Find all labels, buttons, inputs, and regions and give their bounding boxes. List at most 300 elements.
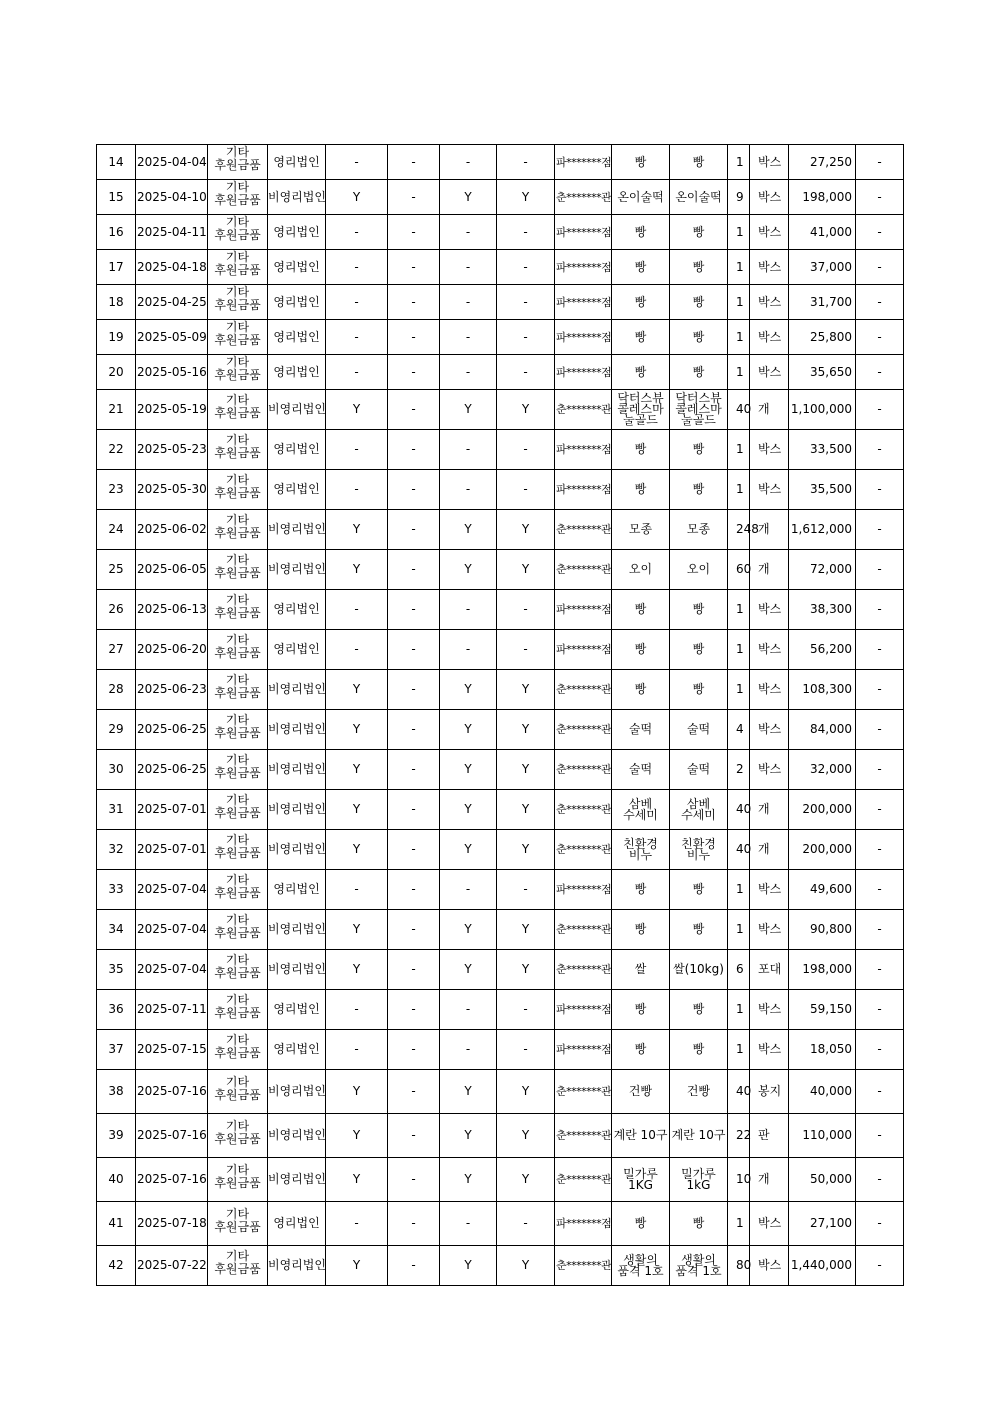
donor-name: 파*******점 xyxy=(555,990,612,1030)
kind-line-2: 후원금품 xyxy=(214,525,261,540)
check-col-1: Y xyxy=(326,1114,388,1158)
item-detail: 빵 xyxy=(670,430,728,470)
kind-line-1: 기타 xyxy=(225,552,250,567)
item-name: 밀가루 1KG xyxy=(612,1158,670,1202)
corporation-type: 비영리법인 xyxy=(268,550,326,590)
table-row xyxy=(97,590,904,630)
item-name: 온이술떡 xyxy=(612,180,670,215)
item-name: 삼베 수세미 xyxy=(612,790,670,830)
donation-date: 2025-06-13 xyxy=(136,590,208,630)
check-col-1: Y xyxy=(326,180,388,215)
quantity: 1 xyxy=(728,630,750,670)
item-detail: 빵 xyxy=(670,630,728,670)
row-number: 31 xyxy=(97,790,136,830)
item-name: 닥터스뷰 콜레스마 눌골드 xyxy=(612,390,670,430)
unit: 개 xyxy=(750,550,789,590)
donor-name: 춘*******관 xyxy=(555,1070,612,1114)
row-number: 29 xyxy=(97,710,136,750)
item-name: 빵 xyxy=(612,470,670,510)
amount: 56,200 xyxy=(789,630,856,670)
table-row xyxy=(97,910,904,950)
kind-line-1: 기타 xyxy=(225,285,250,299)
check-col-2: - xyxy=(388,630,440,670)
kind-line-1: 기타 xyxy=(225,180,250,194)
row-number: 25 xyxy=(97,550,136,590)
donation-date: 2025-07-04 xyxy=(136,950,208,990)
corporation-type: 비영리법인 xyxy=(268,830,326,870)
table-row xyxy=(97,790,904,830)
note: - xyxy=(856,870,904,910)
item-detail: 온이술떡 xyxy=(670,180,728,215)
donation-date: 2025-07-16 xyxy=(136,1158,208,1202)
table-row xyxy=(97,670,904,710)
donation-date: 2025-07-11 xyxy=(136,990,208,1030)
donation-date: 2025-04-25 xyxy=(136,285,208,320)
table-row xyxy=(97,1114,904,1158)
donation-kind xyxy=(208,790,268,830)
table-row xyxy=(97,1246,904,1286)
check-col-1: - xyxy=(326,630,388,670)
kind-line-2: 후원금품 xyxy=(214,1045,261,1060)
donation-kind xyxy=(208,470,268,510)
check-col-3: - xyxy=(440,320,497,355)
row-number: 20 xyxy=(97,355,136,390)
check-col-3: Y xyxy=(440,790,497,830)
item-name: 술떡 xyxy=(612,710,670,750)
kind-line-2: 후원금품 xyxy=(214,485,261,500)
kind-line-2: 후원금품 xyxy=(214,725,261,740)
check-col-3: Y xyxy=(440,950,497,990)
unit: 박스 xyxy=(750,670,789,710)
quantity: 40 xyxy=(728,790,750,830)
unit: 판 xyxy=(750,1114,789,1158)
note: - xyxy=(856,830,904,870)
row-number: 34 xyxy=(97,910,136,950)
unit: 박스 xyxy=(750,1246,789,1286)
check-col-1: Y xyxy=(326,790,388,830)
kind-line-1: 기타 xyxy=(225,512,250,527)
quantity: 22 xyxy=(728,1114,750,1158)
quantity: 1 xyxy=(728,320,750,355)
corporation-type: 비영리법인 xyxy=(268,950,326,990)
donor-name: 파*******점 xyxy=(555,870,612,910)
item-name: 빵 xyxy=(612,430,670,470)
check-col-2: - xyxy=(388,750,440,790)
check-col-3: Y xyxy=(440,670,497,710)
row-number: 35 xyxy=(97,950,136,990)
donor-name: 파*******점 xyxy=(555,355,612,390)
corporation-type: 비영리법인 xyxy=(268,670,326,710)
unit: 박스 xyxy=(750,630,789,670)
check-col-3: - xyxy=(440,355,497,390)
donation-kind xyxy=(208,1202,268,1246)
check-col-4: Y xyxy=(497,510,555,550)
table-row xyxy=(97,145,904,180)
item-name: 빵 xyxy=(612,910,670,950)
item-detail: 빵 xyxy=(670,355,728,390)
table-row xyxy=(97,870,904,910)
note: - xyxy=(856,180,904,215)
kind-line-2: 후원금품 xyxy=(214,885,261,900)
check-col-1: - xyxy=(326,215,388,250)
check-col-1: - xyxy=(326,990,388,1030)
donation-date: 2025-07-16 xyxy=(136,1114,208,1158)
corporation-type: 영리법인 xyxy=(268,250,326,285)
unit: 개 xyxy=(750,1158,789,1202)
donation-table xyxy=(96,144,904,1286)
check-col-3: - xyxy=(440,630,497,670)
donor-name: 파*******점 xyxy=(555,470,612,510)
quantity: 9 xyxy=(728,180,750,215)
quantity: 40 xyxy=(728,830,750,870)
check-col-1: Y xyxy=(326,1070,388,1114)
quantity: 248 xyxy=(728,510,750,550)
table-row xyxy=(97,355,904,390)
unit: 개 xyxy=(750,510,789,550)
check-col-2: - xyxy=(388,1202,440,1246)
note: - xyxy=(856,1030,904,1070)
note: - xyxy=(856,285,904,320)
kind-line-1: 기타 xyxy=(225,872,250,887)
check-col-2: - xyxy=(388,1030,440,1070)
table-row xyxy=(97,630,904,670)
check-col-1: Y xyxy=(326,910,388,950)
item-detail: 모종 xyxy=(670,510,728,550)
check-col-4: Y xyxy=(497,550,555,590)
kind-line-2: 후원금품 xyxy=(214,565,261,580)
kind-line-2: 후원금품 xyxy=(214,1261,261,1276)
check-col-4: - xyxy=(497,250,555,285)
check-col-4: - xyxy=(497,870,555,910)
check-col-4: - xyxy=(497,1202,555,1246)
item-detail: 빵 xyxy=(670,250,728,285)
corporation-type: 비영리법인 xyxy=(268,1114,326,1158)
kind-line-1: 기타 xyxy=(225,250,250,264)
check-col-4: - xyxy=(497,430,555,470)
check-col-2: - xyxy=(388,990,440,1030)
check-col-4: - xyxy=(497,630,555,670)
donation-date: 2025-07-01 xyxy=(136,790,208,830)
quantity: 1 xyxy=(728,1030,750,1070)
amount: 18,050 xyxy=(789,1030,856,1070)
quantity: 1 xyxy=(728,355,750,390)
check-col-2: - xyxy=(388,355,440,390)
check-col-4: Y xyxy=(497,950,555,990)
check-col-1: - xyxy=(326,320,388,355)
kind-line-2: 후원금품 xyxy=(214,645,261,660)
item-detail: 술떡 xyxy=(670,710,728,750)
item-detail: 생활의 품격 1호 xyxy=(670,1246,728,1286)
check-col-2: - xyxy=(388,910,440,950)
check-col-2: - xyxy=(388,250,440,285)
amount: 31,700 xyxy=(789,285,856,320)
note: - xyxy=(856,510,904,550)
kind-line-1: 기타 xyxy=(225,752,250,767)
check-col-2: - xyxy=(388,1114,440,1158)
check-col-1: Y xyxy=(326,750,388,790)
note: - xyxy=(856,355,904,390)
item-name: 술떡 xyxy=(612,750,670,790)
donor-name: 파*******점 xyxy=(555,590,612,630)
quantity: 1 xyxy=(728,870,750,910)
kind-line-1: 기타 xyxy=(225,1248,250,1263)
amount: 41,000 xyxy=(789,215,856,250)
donation-kind xyxy=(208,910,268,950)
kind-line-1: 기타 xyxy=(225,472,250,487)
donation-kind xyxy=(208,830,268,870)
donation-kind xyxy=(208,550,268,590)
check-col-4: - xyxy=(497,590,555,630)
row-number: 36 xyxy=(97,990,136,1030)
kind-line-1: 기타 xyxy=(225,1118,250,1133)
check-col-2: - xyxy=(388,390,440,430)
donation-date: 2025-06-20 xyxy=(136,630,208,670)
corporation-type: 영리법인 xyxy=(268,430,326,470)
note: - xyxy=(856,710,904,750)
donation-kind xyxy=(208,870,268,910)
kind-line-1: 기타 xyxy=(225,355,250,369)
row-number: 26 xyxy=(97,590,136,630)
check-col-4: - xyxy=(497,1030,555,1070)
row-number: 21 xyxy=(97,390,136,430)
unit: 박스 xyxy=(750,180,789,215)
corporation-type: 영리법인 xyxy=(268,320,326,355)
item-name: 빵 xyxy=(612,145,670,180)
kind-line-2: 후원금품 xyxy=(214,805,261,820)
corporation-type: 비영리법인 xyxy=(268,510,326,550)
note: - xyxy=(856,1158,904,1202)
donation-date: 2025-07-04 xyxy=(136,870,208,910)
amount: 200,000 xyxy=(789,830,856,870)
check-col-1: Y xyxy=(326,550,388,590)
donation-date: 2025-07-15 xyxy=(136,1030,208,1070)
note: - xyxy=(856,550,904,590)
donor-name: 파*******점 xyxy=(555,320,612,355)
item-name: 빵 xyxy=(612,670,670,710)
table-row xyxy=(97,830,904,870)
amount: 1,100,000 xyxy=(789,390,856,430)
note: - xyxy=(856,1202,904,1246)
check-col-3: - xyxy=(440,430,497,470)
donation-kind xyxy=(208,750,268,790)
unit: 박스 xyxy=(750,215,789,250)
check-col-2: - xyxy=(388,470,440,510)
corporation-type: 영리법인 xyxy=(268,590,326,630)
check-col-3: - xyxy=(440,215,497,250)
donation-kind xyxy=(208,510,268,550)
amount: 59,150 xyxy=(789,990,856,1030)
amount: 32,000 xyxy=(789,750,856,790)
kind-line-1: 기타 xyxy=(225,672,250,687)
table-row xyxy=(97,710,904,750)
quantity: 2 xyxy=(728,750,750,790)
item-name: 생활의 품격 1호 xyxy=(612,1246,670,1286)
amount: 50,000 xyxy=(789,1158,856,1202)
table-row xyxy=(97,430,904,470)
donor-name: 파*******점 xyxy=(555,250,612,285)
row-number: 22 xyxy=(97,430,136,470)
corporation-type: 비영리법인 xyxy=(268,710,326,750)
amount: 27,100 xyxy=(789,1202,856,1246)
item-detail: 빵 xyxy=(670,215,728,250)
item-name: 빵 xyxy=(612,990,670,1030)
amount: 200,000 xyxy=(789,790,856,830)
check-col-1: - xyxy=(326,145,388,180)
table-row xyxy=(97,390,904,430)
check-col-3: Y xyxy=(440,710,497,750)
donation-kind xyxy=(208,215,268,250)
item-detail: 빵 xyxy=(670,990,728,1030)
quantity: 1 xyxy=(728,250,750,285)
check-col-2: - xyxy=(388,670,440,710)
donation-kind xyxy=(208,710,268,750)
kind-line-2: 후원금품 xyxy=(214,925,261,940)
check-col-1: Y xyxy=(326,510,388,550)
table-row xyxy=(97,1202,904,1246)
donation-kind xyxy=(208,430,268,470)
table-row xyxy=(97,1158,904,1202)
donation-date: 2025-05-16 xyxy=(136,355,208,390)
item-detail: 건빵 xyxy=(670,1070,728,1114)
donation-date: 2025-05-09 xyxy=(136,320,208,355)
row-number: 14 xyxy=(97,145,136,180)
item-detail: 계란 10구 xyxy=(670,1114,728,1158)
quantity: 60 xyxy=(728,550,750,590)
kind-line-1: 기타 xyxy=(225,712,250,727)
kind-line-2: 후원금품 xyxy=(214,368,261,382)
kind-line-1: 기타 xyxy=(225,320,250,334)
row-number: 15 xyxy=(97,180,136,215)
row-number: 17 xyxy=(97,250,136,285)
table-row xyxy=(97,180,904,215)
check-col-1: - xyxy=(326,430,388,470)
check-col-1: Y xyxy=(326,390,388,430)
check-col-2: - xyxy=(388,550,440,590)
quantity: 1 xyxy=(728,910,750,950)
kind-line-1: 기타 xyxy=(225,1074,250,1089)
amount: 90,800 xyxy=(789,910,856,950)
check-col-4: - xyxy=(497,215,555,250)
item-detail: 빵 xyxy=(670,1202,728,1246)
row-number: 30 xyxy=(97,750,136,790)
corporation-type: 비영리법인 xyxy=(268,910,326,950)
kind-line-2: 후원금품 xyxy=(214,685,261,700)
check-col-2: - xyxy=(388,710,440,750)
row-number: 19 xyxy=(97,320,136,355)
kind-line-1: 기타 xyxy=(225,912,250,927)
row-number: 37 xyxy=(97,1030,136,1070)
item-name: 빵 xyxy=(612,215,670,250)
row-number: 28 xyxy=(97,670,136,710)
check-col-1: - xyxy=(326,1202,388,1246)
table-row xyxy=(97,320,904,355)
corporation-type: 영리법인 xyxy=(268,355,326,390)
row-number: 27 xyxy=(97,630,136,670)
kind-line-1: 기타 xyxy=(225,1162,250,1177)
donor-name: 춘*******관 xyxy=(555,390,612,430)
note: - xyxy=(856,910,904,950)
unit: 개 xyxy=(750,790,789,830)
unit: 개 xyxy=(750,390,789,430)
check-col-4: Y xyxy=(497,390,555,430)
amount: 84,000 xyxy=(789,710,856,750)
check-col-3: Y xyxy=(440,510,497,550)
check-col-2: - xyxy=(388,950,440,990)
item-name: 쌀 xyxy=(612,950,670,990)
note: - xyxy=(856,250,904,285)
donation-kind xyxy=(208,1070,268,1114)
quantity: 4 xyxy=(728,710,750,750)
check-col-4: Y xyxy=(497,750,555,790)
note: - xyxy=(856,750,904,790)
check-col-3: - xyxy=(440,285,497,320)
donor-name: 춘*******관 xyxy=(555,830,612,870)
unit: 박스 xyxy=(750,285,789,320)
unit: 박스 xyxy=(750,750,789,790)
kind-line-2: 후원금품 xyxy=(214,158,261,172)
check-col-1: Y xyxy=(326,1158,388,1202)
check-col-2: - xyxy=(388,215,440,250)
unit: 박스 xyxy=(750,870,789,910)
donor-name: 춘*******관 xyxy=(555,710,612,750)
check-col-1: Y xyxy=(326,1246,388,1286)
item-detail: 빵 xyxy=(670,870,728,910)
item-detail: 빵 xyxy=(670,670,728,710)
table-row xyxy=(97,250,904,285)
kind-line-2: 후원금품 xyxy=(214,333,261,347)
note: - xyxy=(856,950,904,990)
donor-name: 춘*******관 xyxy=(555,1158,612,1202)
donor-name: 춘*******관 xyxy=(555,790,612,830)
donation-kind xyxy=(208,320,268,355)
check-col-4: Y xyxy=(497,1158,555,1202)
item-detail: 빵 xyxy=(670,910,728,950)
check-col-4: Y xyxy=(497,790,555,830)
row-number: 23 xyxy=(97,470,136,510)
quantity: 10 xyxy=(728,1158,750,1202)
donor-name: 춘*******관 xyxy=(555,550,612,590)
item-name: 빵 xyxy=(612,590,670,630)
unit: 박스 xyxy=(750,990,789,1030)
donation-kind xyxy=(208,1114,268,1158)
item-detail: 빵 xyxy=(670,320,728,355)
check-col-1: - xyxy=(326,870,388,910)
check-col-4: - xyxy=(497,145,555,180)
corporation-type: 비영리법인 xyxy=(268,390,326,430)
donation-date: 2025-04-11 xyxy=(136,215,208,250)
table-row xyxy=(97,470,904,510)
kind-line-2: 후원금품 xyxy=(214,263,261,277)
item-name: 빵 xyxy=(612,1202,670,1246)
check-col-4: Y xyxy=(497,1246,555,1286)
note: - xyxy=(856,320,904,355)
donation-kind xyxy=(208,250,268,285)
check-col-3: - xyxy=(440,145,497,180)
check-col-2: - xyxy=(388,430,440,470)
corporation-type: 영리법인 xyxy=(268,1202,326,1246)
donor-name: 춘*******관 xyxy=(555,670,612,710)
corporation-type: 영리법인 xyxy=(268,1030,326,1070)
kind-line-2: 후원금품 xyxy=(214,1219,261,1234)
item-name: 계란 10구 xyxy=(612,1114,670,1158)
note: - xyxy=(856,670,904,710)
kind-line-2: 후원금품 xyxy=(214,1131,261,1146)
kind-line-1: 기타 xyxy=(225,1206,250,1221)
kind-line-2: 후원금품 xyxy=(214,445,261,460)
check-col-1: Y xyxy=(326,830,388,870)
check-col-1: - xyxy=(326,590,388,630)
note: - xyxy=(856,1114,904,1158)
